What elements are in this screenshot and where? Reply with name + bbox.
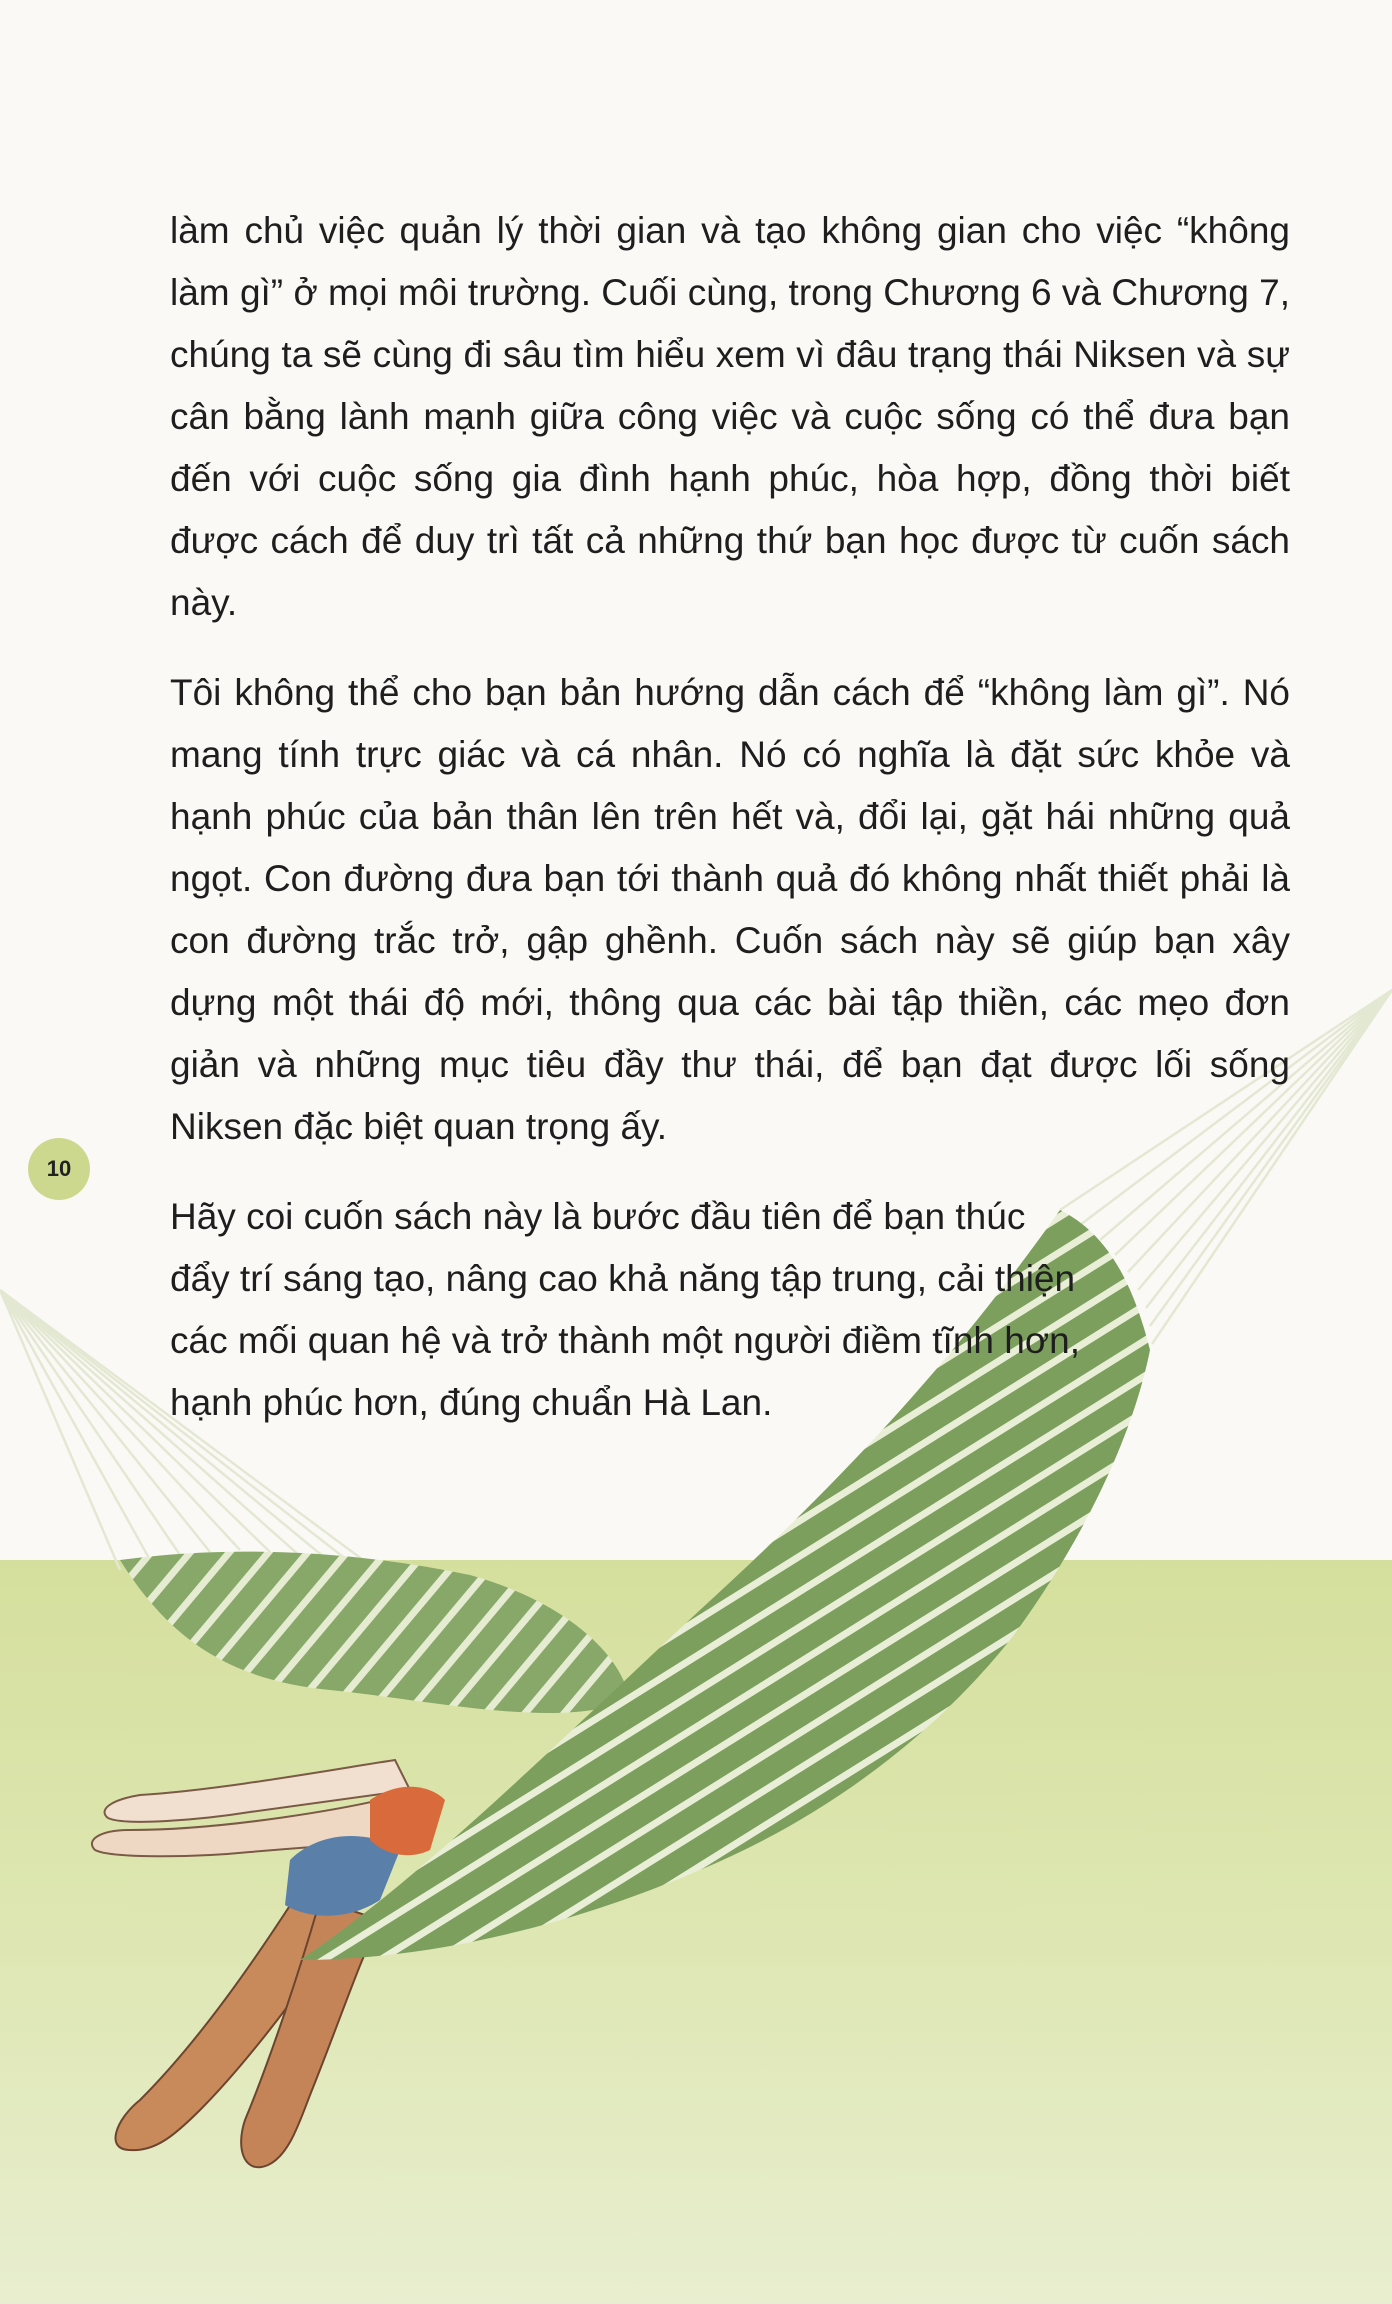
paragraph-2: Tôi không thể cho bạn bản hướng dẫn cách để “không làm gì”. Nó mang tính trực giác và cá nhân. Nó có nghĩa là đặt sức khỏe và hạnh phúc của bản thân lên trên hết và, đổi lại, gặt hái những quả ngọt. Con đường đưa bạn tới thành quả đó không nhất thiết phải là con đường trắc trở, gập ghềnh. Cuốn sách này sẽ giúp bạn xây dựng một thái độ mới, thông qua các bài tập thiền, các mẹo đơn giản và những mục tiêu đầy thư thái, để bạn đạt được lối sống Niksen đặc biệt quan trọng ấy. xyxy=(170,672,1290,1147)
paragraph-1: làm chủ việc quản lý thời gian và tạo không gian cho việc “không làm gì” ở mọi môi trường. Cuối cùng, trong Chương 6 và Chương 7, chúng ta sẽ cùng đi sâu tìm hiểu xem vì đâu trạng thái Niksen và sự cân bằng lành mạnh giữa công việc và cuộc sống có thể đưa bạn đến với cuộc sống gia đình hạnh phúc, hòa hợp, đồng thời biết được cách để duy trì tất cả những thứ bạn học được từ cuốn sách này. xyxy=(170,210,1290,623)
body-text xyxy=(170,200,1290,1462)
hammock-back xyxy=(120,1552,630,1713)
page-number: 10 xyxy=(28,1138,90,1200)
legs xyxy=(92,1760,445,2167)
paragraph-3: Hãy coi cuốn sách này là bước đầu tiên để bạn thúc đẩy trí sáng tạo, nâng cao khả năng tập trung, cải thiện các mối quan hệ và trở thành một người điềm tĩnh hơn, hạnh phúc hơn, đúng chuẩn Hà Lan. xyxy=(170,1196,1080,1423)
